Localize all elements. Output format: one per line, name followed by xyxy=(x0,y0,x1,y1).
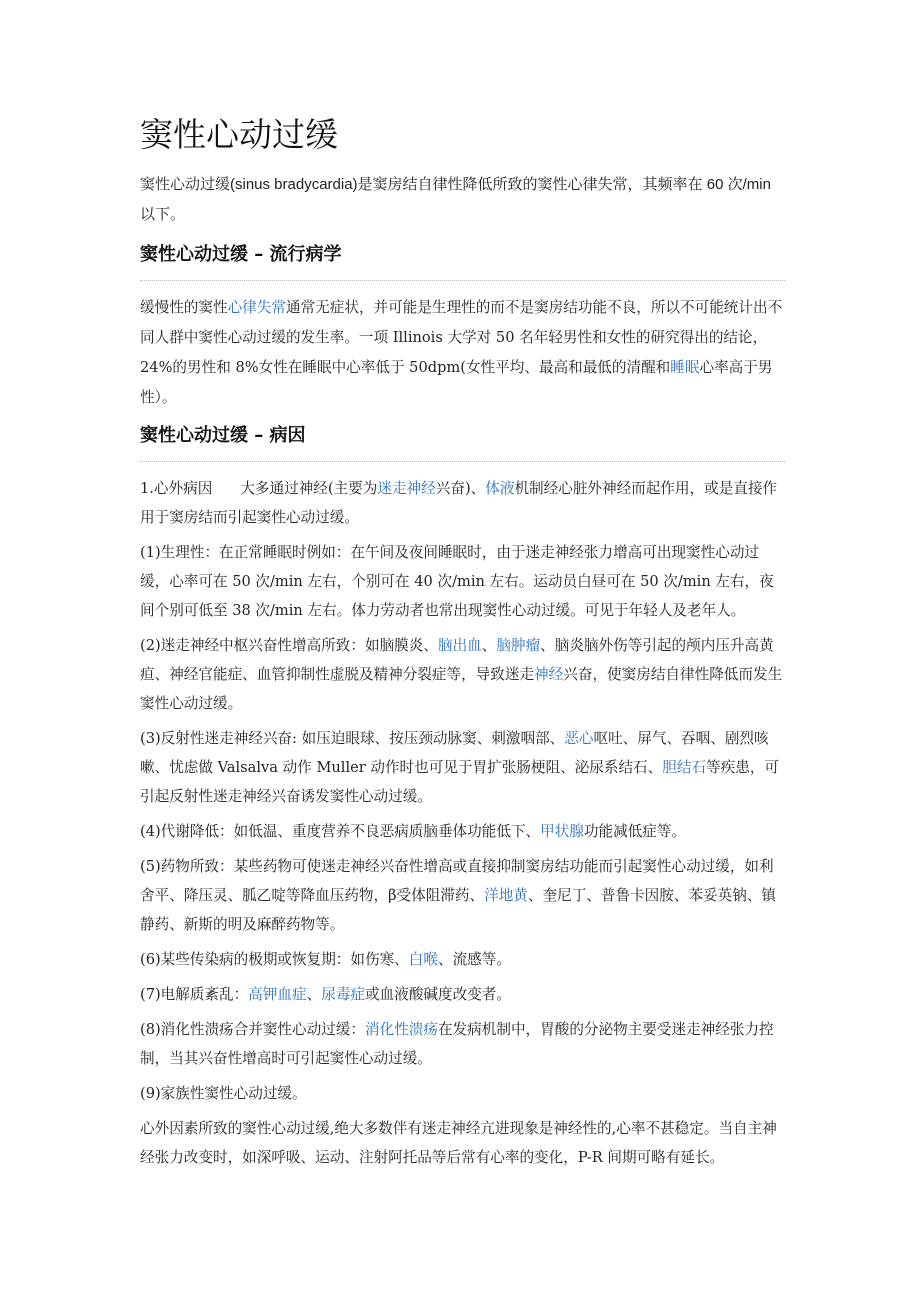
etiology-item-vagal-center xyxy=(140,631,785,718)
text-span: 1.心外病因 xyxy=(140,480,213,497)
section-heading-epidemiology: 窦性心动过缓 – 流行病学 xyxy=(140,244,342,265)
link-brain-tumor[interactable]: 脑肿瘤 xyxy=(496,637,541,654)
text-span: 兴奋，使窦房结自律性降低而发生窦性心动过缓。 xyxy=(140,666,783,712)
page-title: 窦性心动过缓 xyxy=(140,115,338,154)
text-span: 机制经心脏外神经而起作用，或是直接作用于窦房结而引起窦性心动过缓。 xyxy=(140,480,778,526)
etiology-item-infection xyxy=(140,945,785,974)
etiology-item-extracardiac xyxy=(140,474,785,532)
section-heading-etiology: 窦性心动过缓 – 病因 xyxy=(140,425,306,446)
link-uremia[interactable]: 尿毒症 xyxy=(321,986,366,1003)
etiology-item-reflex-vagal xyxy=(140,724,785,811)
text-span: 、奎尼丁、普鲁卡因胺、苯妥英钠、镇静药、新斯的明及麻醉药物等。 xyxy=(140,887,777,933)
link-diphtheria[interactable]: 白喉 xyxy=(408,951,438,968)
text-span: (2)迷走神经中枢兴奋性增高所致：如脑膜炎、 xyxy=(140,637,438,654)
link-nausea[interactable]: 恶心 xyxy=(564,730,594,747)
section-divider xyxy=(140,280,785,281)
text-span: 、脑炎脑外伤等引起的颅内压升高黄疸、神经官能症、血管抑制性虚脱及精神分裂症等，导致迷走 xyxy=(140,637,774,683)
text-span: 等疾患，可引起反射性迷走神经兴奋诱发窦性心动过缓。 xyxy=(140,759,780,805)
text-span: 、 xyxy=(481,637,497,654)
etiology-item-metabolic xyxy=(140,817,785,846)
etiology-item-drugs xyxy=(140,852,785,939)
text-span: 大多通过神经(主要为 xyxy=(240,480,378,497)
link-humoral[interactable]: 体液 xyxy=(485,480,515,497)
text-span: 心率高于男性）。 xyxy=(140,359,773,406)
etiology-item-physiological: (1)生理性：在正常睡眠时例如：在午间及夜间睡眠时，由于迷走神经张力增高可出现窦性心动过缓，心率可在 50 次/min 左右，个别可在 40 次/min 左右。运动员白昼可在 50 次/min 左右，夜间个别可低至 38 次/min 左右。体力劳动者也常出现窦性心动过缓。可见于年轻人及老年人。 xyxy=(140,544,774,619)
text-span: (4)代谢降低：如低温、重度营养不良恶病质脑垂体功能低下、 xyxy=(140,823,541,840)
epidemiology-paragraph xyxy=(140,293,785,413)
text-span: (6)某些传染病的极期或恢复期：如伤寒、 xyxy=(140,951,409,968)
link-vagus-nerve[interactable]: 迷走神经 xyxy=(377,480,436,497)
link-thyroid[interactable]: 甲状腺 xyxy=(540,823,584,840)
text-span: (3)反射性迷走神经兴奋: 如压迫眼球、按压颈动脉窦、刺激咽部、 xyxy=(140,730,565,747)
etiology-item-familial: (9)家族性窦性心动过缓。 xyxy=(140,1085,307,1102)
intro-paragraph: 窦性心动过缓(sinus bradycardia)是窦房结自律性降低所致的窦性心律失常，其频率在 60 次/min 以下。 xyxy=(140,176,771,223)
etiology-summary-paragraph: 心外因素所致的窦性心动过缓,绝大多数伴有迷走神经亢进现象是神经性的,心率不甚稳定。当自主神经张力改变时，如深呼吸、运动、注射阿托品等后常有心率的变化，P-R 间期可略有延长。 xyxy=(140,1120,777,1166)
link-digitalis[interactable]: 洋地黄 xyxy=(484,887,528,904)
text-span: 、 xyxy=(306,986,322,1003)
text-span: 功能减低症等。 xyxy=(583,823,687,840)
text-span: 通常无症状，并可能是生理性的而不是窦房结功能不良，所以不可能统计出不同人群中窦性心动过缓的发生率。一项 Illinois 大学对 50 名年轻男性和女性的研究得出的结论，24%的男性和 8%女性在睡眠中心率低于 50dpm(女性平均、最高和最低的清醒和 xyxy=(140,299,783,376)
section-divider xyxy=(140,461,785,462)
text-span: (5)药物所致：某些药物可使迷走神经兴奋性增高或直接抑制窦房结功能而引起窦性心动过缓，如利舍平、降压灵、胍乙啶等降血压药物，β受体阻滞药、 xyxy=(140,858,774,904)
text-span: 呕吐、屏气、吞咽、剧烈咳嗽、忧虑做 Valsalva 动作 Muller 动作时也可见于胃扩张肠梗阻、泌尿系结石、 xyxy=(140,730,769,776)
text-span: 在发病机制中，胃酸的分泌物主要受迷走神经张力控制，当其兴奋性增高时可引起窦性心动过缓。 xyxy=(140,1021,774,1067)
link-gallstone[interactable]: 胆结石 xyxy=(662,759,707,776)
text-span: 、流感等。 xyxy=(437,951,511,968)
link-hyperkalemia[interactable]: 高钾血症 xyxy=(248,986,307,1003)
link-sleep[interactable]: 睡眠 xyxy=(670,359,700,376)
text-span: 或血液酸碱度改变者。 xyxy=(365,986,511,1003)
text-span: 缓慢性的窦性 xyxy=(140,299,228,316)
etiology-item-peptic-ulcer xyxy=(140,1015,785,1073)
link-peptic-ulcer[interactable]: 消化性溃疡 xyxy=(365,1021,438,1038)
text-span: 兴奋)、 xyxy=(435,480,486,497)
text-span: (7)电解质紊乱： xyxy=(140,986,249,1003)
etiology-item-electrolyte xyxy=(140,980,785,1009)
link-arrhythmia[interactable]: 心律失常 xyxy=(227,299,286,316)
document-page xyxy=(140,112,785,1172)
link-cerebral-hemorrhage[interactable]: 脑出血 xyxy=(437,637,482,654)
link-nerve[interactable]: 神经 xyxy=(534,666,564,683)
text-span: (8)消化性溃疡合并窦性心动过缓： xyxy=(140,1021,365,1038)
